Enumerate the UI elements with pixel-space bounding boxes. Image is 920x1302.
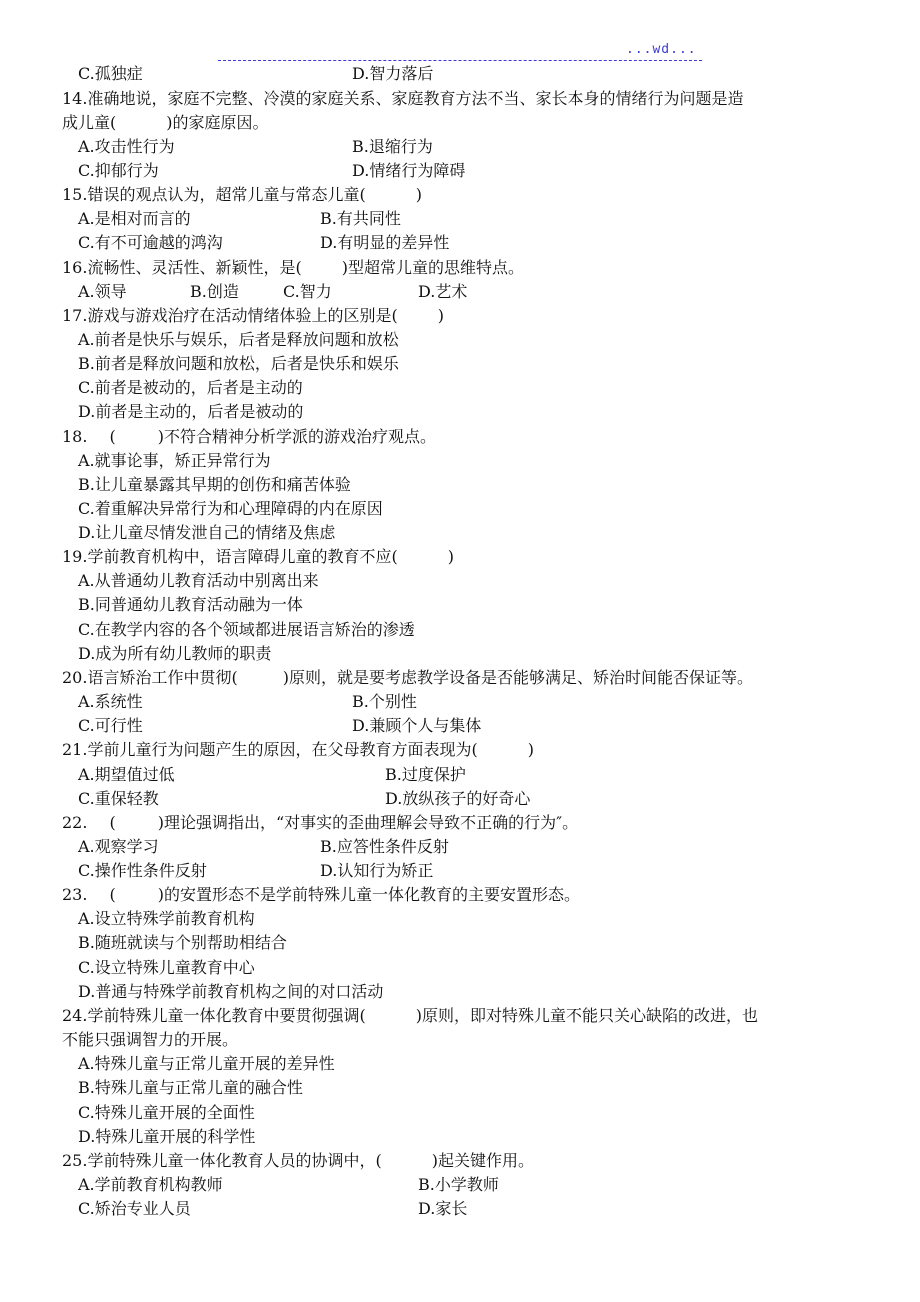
- option-d: D.家长: [418, 1199, 468, 1218]
- option-b: B.让儿童暴露其早期的创伤和痛苦体验: [78, 475, 351, 494]
- option-c: C.智力: [283, 282, 332, 301]
- question-stem: 15.错误的观点认为，超常儿童与常态儿童( ): [62, 185, 422, 204]
- question-stem-continued: 不能只强调智力的开展。: [62, 1030, 239, 1049]
- question-stem: 14.准确地说，家庭不完整、冷漠的家庭关系、家庭教育方法不当、家长本身的情绪行为问题是造: [62, 89, 744, 108]
- question-stem: 24.学前特殊儿童一体化教育中要贯彻强调( )原则，即对特殊儿童不能只关心缺陷的改进，也: [62, 1006, 758, 1025]
- option-b: B.有共同性: [320, 209, 401, 228]
- option-b: B.前者是释放问题和放松，后者是快乐和娱乐: [78, 354, 399, 373]
- option-a: A.观察学习: [78, 837, 159, 856]
- option-d: D.让儿童尽情发泄自己的情绪及焦虑: [78, 523, 336, 542]
- option-b: B.同普通幼儿教育活动融为一体: [78, 595, 303, 614]
- option-c: C.前者是被动的，后者是主动的: [78, 378, 303, 397]
- option-a: A.设立特殊学前教育机构: [78, 909, 255, 928]
- option-a: A.是相对而言的: [78, 209, 191, 228]
- option-a: A.从普通幼儿教育活动中别离出来: [78, 571, 319, 590]
- option-c: C.有不可逾越的鸿沟: [78, 233, 223, 252]
- option-b: B.创造: [190, 282, 239, 301]
- option-c: C.抑郁行为: [78, 161, 159, 180]
- option-d: D.前者是主动的，后者是被动的: [78, 402, 304, 421]
- option-c: C.操作性条件反射: [78, 861, 207, 880]
- option-a: A.领导: [78, 282, 127, 301]
- option-d: D.艺术: [418, 282, 468, 301]
- option-b: B.小学教师: [418, 1175, 499, 1194]
- question-stem: 18. ( )不符合精神分析学派的游戏治疗观点。: [62, 427, 436, 446]
- question-stem: 23. ( )的安置形态不是学前特殊儿童一体化教育的主要安置形态。: [62, 885, 580, 904]
- question-stem: 17.游戏与游戏治疗在活动情绪体验上的区别是( ): [62, 306, 444, 325]
- option-c: C.孤独症: [78, 64, 143, 83]
- option-c: C.可行性: [78, 716, 143, 735]
- question-stem: 21.学前儿童行为问题产生的原因，在父母教育方面表现为( ): [62, 740, 534, 759]
- option-b: B.退缩行为: [352, 137, 433, 156]
- option-d: D.有明显的差异性: [320, 233, 450, 252]
- option-b: B.过度保护: [385, 765, 466, 784]
- header-watermark: ...wd...: [626, 42, 697, 57]
- option-a: A.学前教育机构教师: [78, 1175, 223, 1194]
- option-d: D.放纵孩子的好奇心: [385, 789, 531, 808]
- option-d: D.智力落后: [352, 64, 434, 83]
- option-b: B.个别性: [352, 692, 417, 711]
- option-c: C.在教学内容的各个领域都进展语言矫治的渗透: [78, 620, 415, 639]
- question-stem: 20.语言矫治工作中贯彻( )原则，就是要考虑教学设备是否能够满足、矫治时间能否保证等。: [62, 668, 753, 687]
- question-stem: 19.学前教育机构中，语言障碍儿童的教育不应( ): [62, 547, 454, 566]
- option-c: C.设立特殊儿童教育中心: [78, 958, 255, 977]
- option-a: A.攻击性行为: [78, 137, 175, 156]
- question-stem: 16.流畅性、灵活性、新颖性，是( )型超常儿童的思维特点。: [62, 258, 524, 277]
- header-dashed-line: [218, 60, 702, 61]
- option-d: D.特殊儿童开展的科学性: [78, 1127, 256, 1146]
- option-c: C.矫治专业人员: [78, 1199, 191, 1218]
- question-stem: 22. ( )理论强调指出，“对事实的歪曲理解会导致不正确的行为″。: [62, 813, 579, 832]
- option-a: A.特殊儿童与正常儿童开展的差异性: [78, 1054, 335, 1073]
- option-a: A.就事论事，矫正异常行为: [78, 451, 271, 470]
- option-a: A.前者是快乐与娱乐，后者是释放问题和放松: [78, 330, 399, 349]
- option-c: C.重保轻教: [78, 789, 159, 808]
- option-b: B.特殊儿童与正常儿童的融合性: [78, 1078, 303, 1097]
- option-c: C.特殊儿童开展的全面性: [78, 1103, 255, 1122]
- option-a: A.系统性: [78, 692, 143, 711]
- option-d: D.认知行为矫正: [320, 861, 434, 880]
- question-stem: 25.学前特殊儿童一体化教育人员的协调中，( )起关键作用。: [62, 1151, 534, 1170]
- option-a: A.期望值过低: [78, 765, 175, 784]
- option-b: B.随班就读与个别帮助相结合: [78, 933, 287, 952]
- option-d: D.成为所有幼儿教师的职责: [78, 644, 272, 663]
- option-d: D.普通与特殊学前教育机构之间的对口活动: [78, 982, 384, 1001]
- option-d: D.情绪行为障碍: [352, 161, 466, 180]
- question-stem-continued: 成儿童( )的家庭原因。: [62, 113, 269, 132]
- option-b: B.应答性条件反射: [320, 837, 449, 856]
- option-d: D.兼顾个人与集体: [352, 716, 482, 735]
- option-c: C.着重解决异常行为和心理障碍的内在原因: [78, 499, 383, 518]
